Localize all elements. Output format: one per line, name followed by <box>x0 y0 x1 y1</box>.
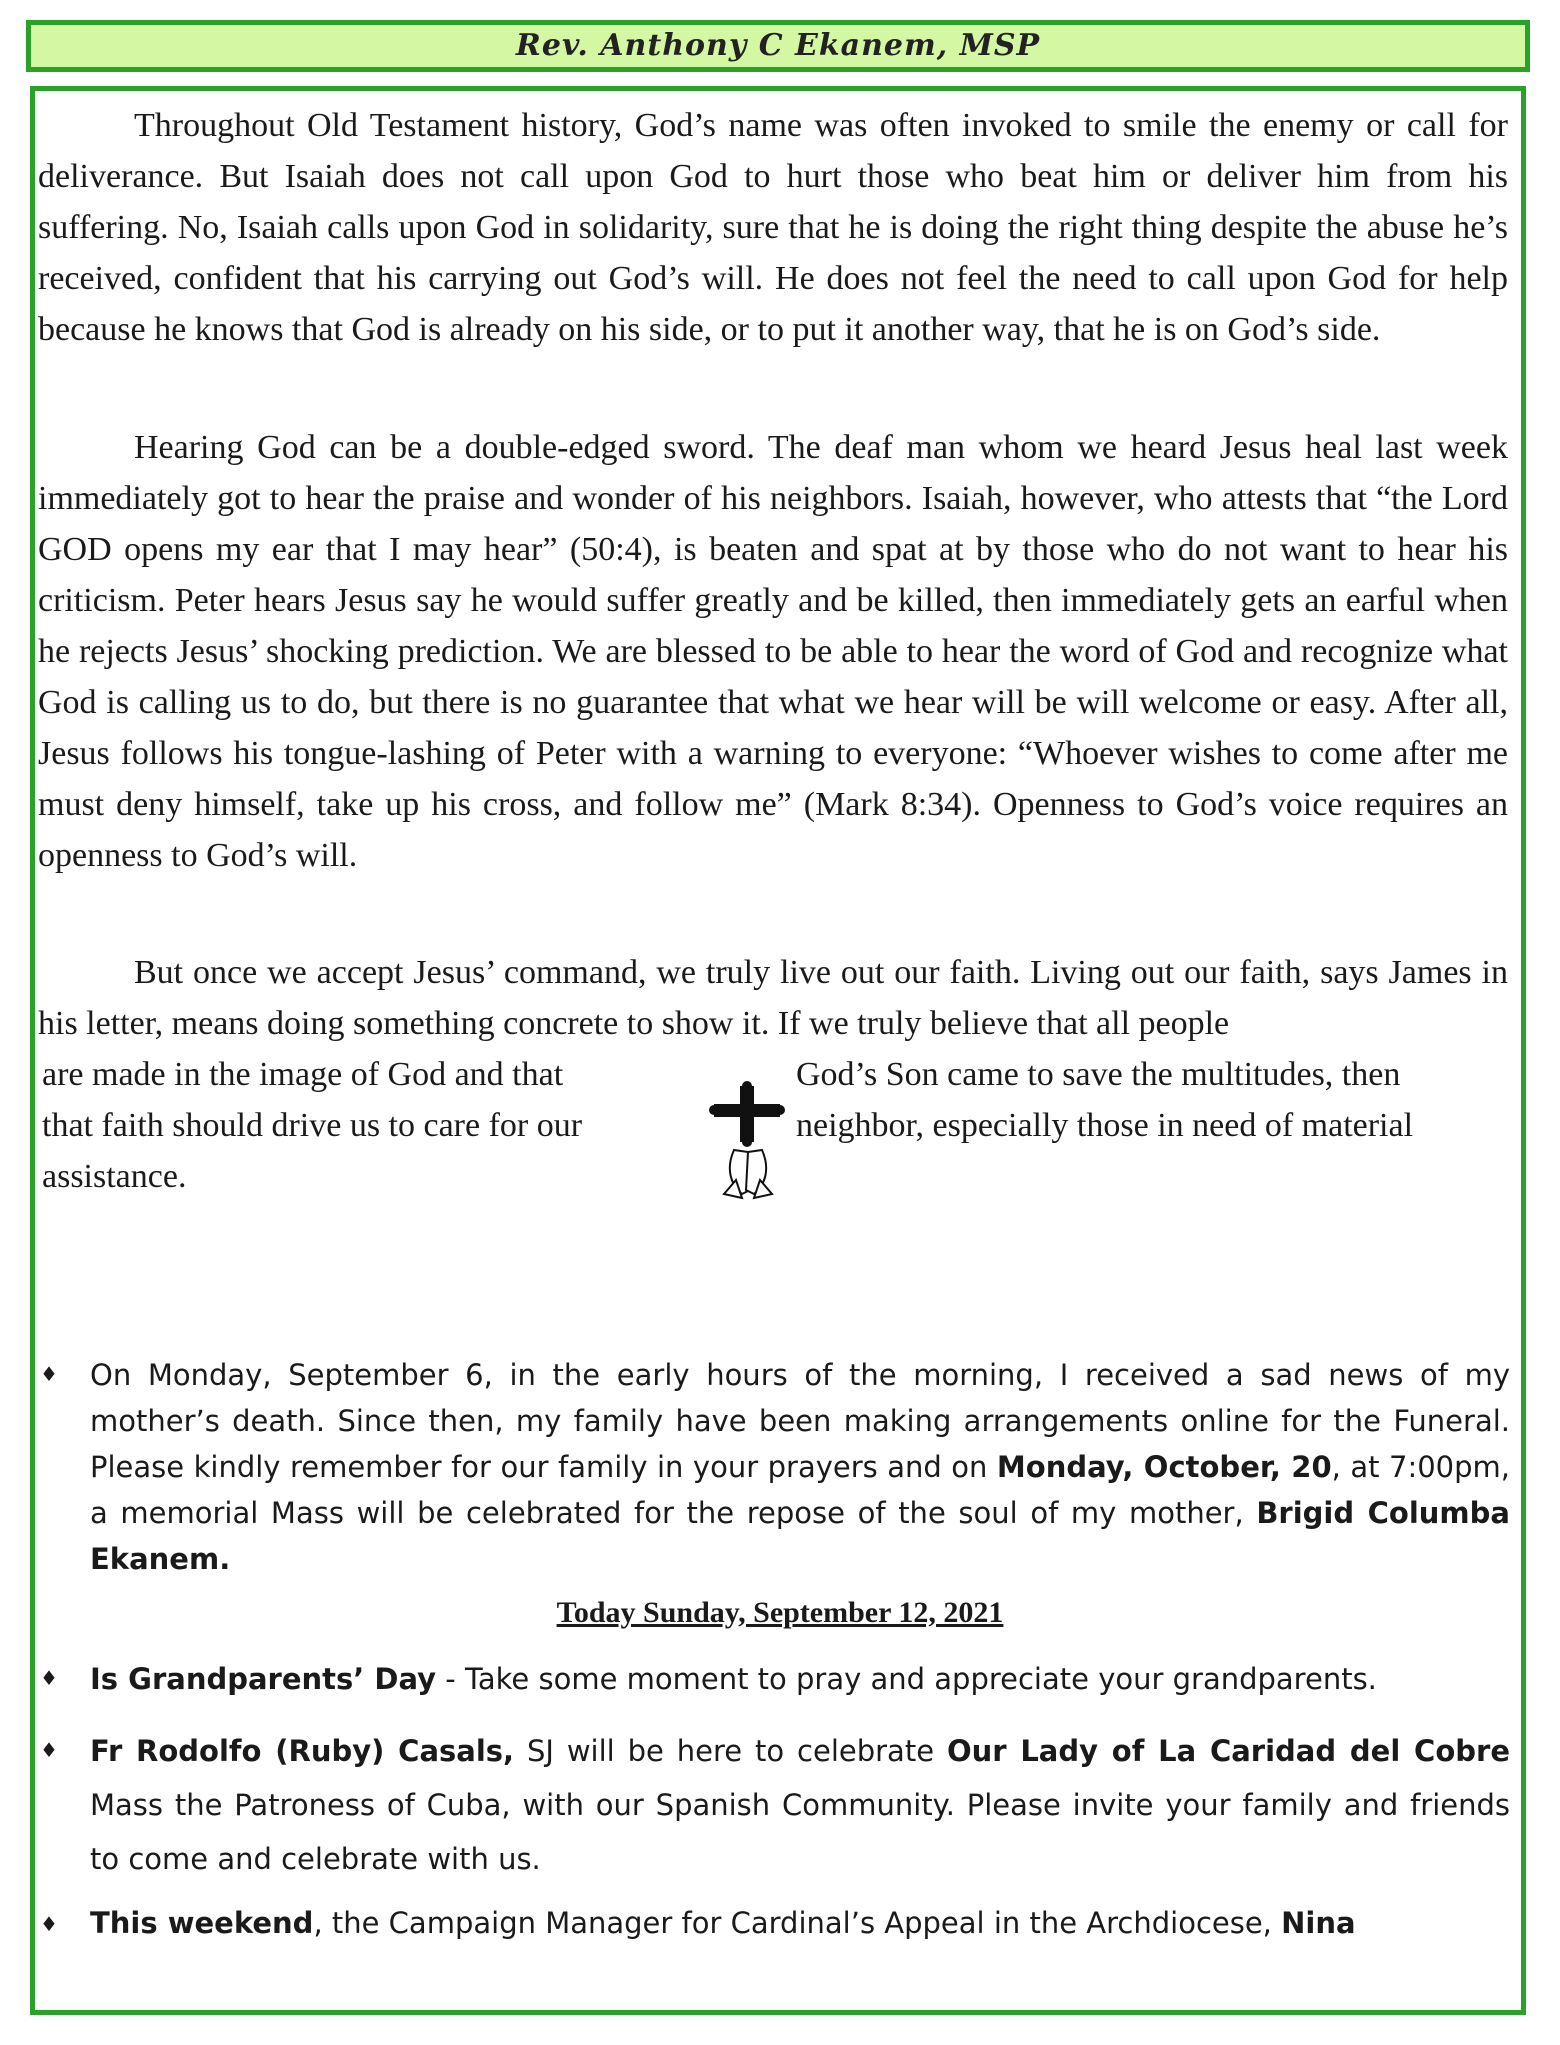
author-title: Rev. Anthony C Ekanem, MSP <box>515 28 1041 63</box>
today-heading: Today Sunday, September 12, 2021 <box>556 1596 1004 1629</box>
header-banner <box>26 20 1530 72</box>
diamond-bullet-icon: ♦ <box>40 1362 58 1386</box>
notice-grandparents-day: Is Grandparents’ Day - Take some moment to pray and appreciate your grandparents. <box>90 1662 1377 1696</box>
paragraph-3-right-line-2: neighbor, especially those in need of material <box>796 1107 1414 1144</box>
praying-hands-cross-icon <box>704 1080 794 1200</box>
reflection-paragraph-2: Hearing God can be a double-edged sword. The deaf man whom we heard Jesus heal last week immediately got to hear the praise and wonder of his neighbors. Isaiah, however, who attests that “the Lord GOD opens my ear that I may hear” (50:4), is beaten and spat at by those who do not want to hear his criticism. Peter hears Jesus say he would suffer greatly and be killed, then immediately gets an earful when he rejects Jesus’ shocking prediction. We are blessed to be able to hear the word of God and recognize what God is calling us to do, but there is no guarantee that what we hear will be will welcome or easy. After all, Jesus follows his tongue-lashing of Peter with a warning to everyone: “Whoever wishes to come after me must deny himself, take up his cross, and follow me” (Mark 8:34). Openness to God’s voice requires an openness to God’s will. <box>38 429 1508 874</box>
paragraph-3-left-line-1: are made in the image of God and that <box>42 1056 564 1093</box>
diamond-bullet-icon: ♦ <box>40 1912 58 1936</box>
notice-mother-memorial: On Monday, September 6, in the early hours of the morning, I received a sad news of my mother’s death. Since then, my family have been making arrangements online for the Funeral. Please kindly remember for our family in your prayers and on Monday, October, 20, at 7:00pm, a memorial Mass will be celebrated for the repose of the soul of my mother, Brigid Columba Ekanem. <box>90 1358 1510 1576</box>
diamond-bullet-icon: ♦ <box>40 1738 58 1762</box>
paragraph-3-left-line-2: that faith should drive us to care for our <box>42 1107 583 1144</box>
diamond-bullet-icon: ♦ <box>40 1666 58 1690</box>
paragraph-3-left-line-3: assistance. <box>42 1158 187 1195</box>
paragraph-3-right-line-1: God’s Son came to save the multitudes, then <box>796 1056 1401 1093</box>
reflection-paragraph-1: Throughout Old Testament history, God’s name was often invoked to smile the enemy or call for deliverance. But Isaiah does not call upon God to hurt those who beat him or deliver him from his suffering. No, Isaiah calls upon God in solidarity, sure that he is doing the right thing despite the abuse he’s received, confident that his carrying out God’s will. He does not feel the need to call upon God for help because he knows that God is already on his side, or to put it another way, that he is on God’s side. <box>38 107 1508 348</box>
reflection-paragraph-3: But once we accept Jesus’ command, we truly live out our faith. Living out our faith, says James in his letter, means doing something concrete to show it. If we truly believe that all people <box>38 954 1508 1042</box>
notice-caridad-mass: Fr Rodolfo (Ruby) Casals, SJ will be here to celebrate Our Lady of La Caridad del Cobre Mass the Patroness of Cuba, with our Spanish Community. Please invite your family and friends to come and celebrate with us. <box>90 1734 1510 1876</box>
notice-cardinals-appeal: This weekend, the Campaign Manager for Cardinal’s Appeal in the Archdiocese, Nina <box>90 1906 1356 1940</box>
